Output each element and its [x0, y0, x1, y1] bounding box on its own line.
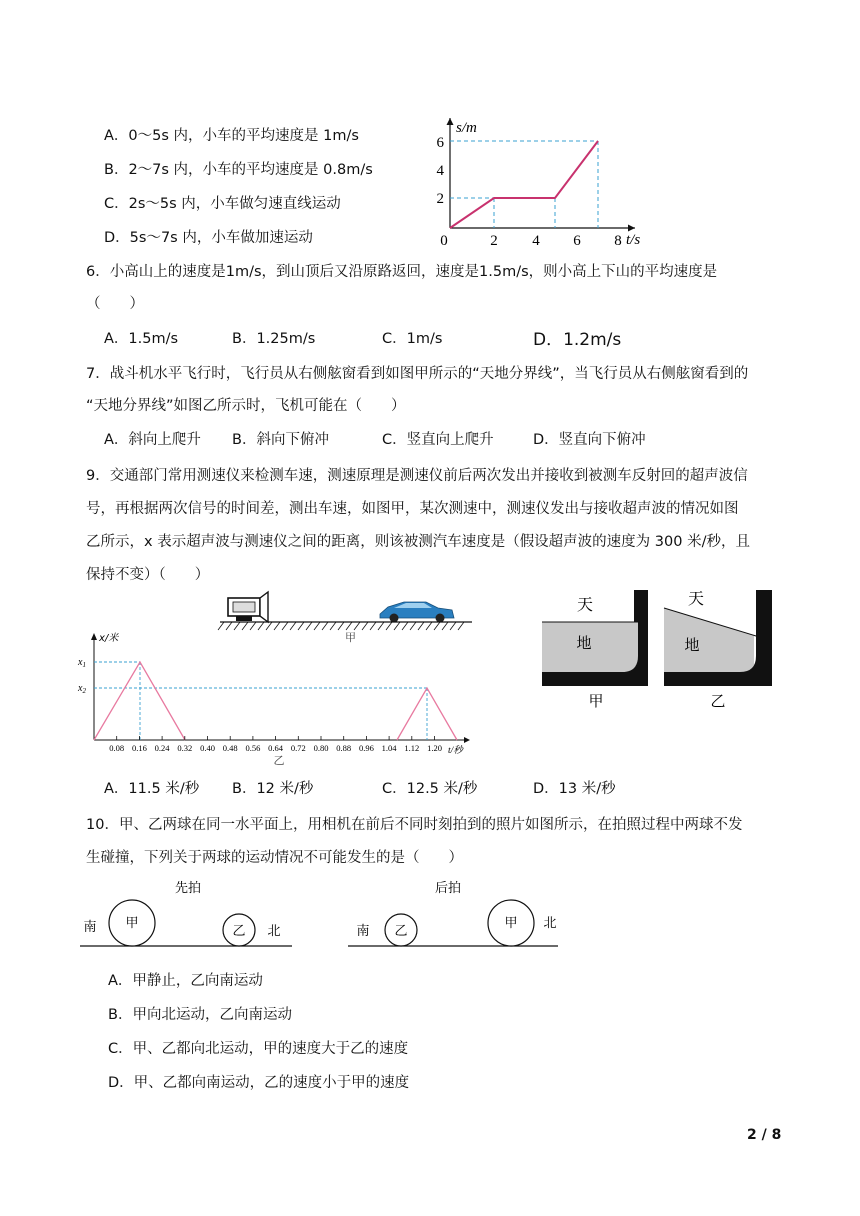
q9-xtick: 1.12: [404, 743, 420, 753]
q5-ytick: 4: [436, 163, 444, 179]
q5-option-d: D．5s～7s 内，小车做加速运动: [104, 230, 313, 246]
q7-option-d: D．竖直向下俯冲: [533, 432, 646, 448]
q6-option-a: A．1.5m/s: [104, 331, 179, 347]
q10-option-c: C．甲、乙都向北运动，甲的速度大于乙的速度: [108, 1041, 409, 1057]
q9-xtick: 0.32: [177, 743, 193, 753]
q9-xtick: 0.16: [131, 743, 147, 753]
q6-stem-2: （ ）: [86, 296, 144, 312]
q10-option-a: A．甲静止，乙向南运动: [108, 973, 263, 989]
q5-option-b: B．2～7s 内，小车的平均速度是 0.8m/s: [104, 162, 373, 178]
q9-xtick: 0.56: [245, 743, 261, 753]
q9-xtick: 0.64: [268, 743, 284, 753]
q9-option-d: D．13 米/秒: [533, 781, 616, 797]
q9-xtick: 1.20: [427, 743, 442, 753]
q9-xtick: 0.96: [358, 743, 374, 753]
panel-a-ground-label: 地: [576, 634, 592, 652]
q9-stem-1: 9．交通部门常用测速仪来检测车速，测速原理是测速仪前后两次发出并接收到被测车反射回的超声波信: [86, 468, 748, 484]
q9-xtick: 0.40: [200, 743, 215, 753]
q5-st-graph: [430, 108, 660, 250]
q9-option-c: C．12.5 米/秒: [382, 781, 478, 797]
page-number: 2 / 8: [747, 1127, 782, 1143]
q7-option-a: A．斜向上爬升: [104, 432, 201, 448]
q5-ytick: 2: [436, 191, 444, 207]
q5-xtick: 2: [490, 233, 498, 249]
q6-stem: 6．小高山上的速度是1m/s，到山顶后又沿原路返回，速度是1.5m/s，则小高上下山的平均速度是: [86, 264, 718, 280]
q9-xtick: 0.72: [290, 743, 306, 753]
q7-horizon-figure: [538, 588, 774, 712]
ball-yi-label: 乙: [394, 923, 408, 938]
panel-a-sky-label: 天: [576, 595, 594, 614]
q5-graph-line: [450, 141, 598, 228]
later-photo-label: 后拍: [434, 880, 462, 895]
q5-option-c: C．2s～5s 内，小车做匀速直线运动: [104, 196, 341, 212]
first-photo-label: 先拍: [174, 880, 202, 895]
south-label: 南: [356, 923, 370, 938]
car-icon: [380, 602, 454, 623]
q9-xtick: 0.88: [336, 743, 352, 753]
panel-b-ground-label: 地: [684, 636, 700, 654]
q9-scene-label: 甲: [345, 631, 356, 644]
q9-option-b: B．12 米/秒: [232, 781, 314, 797]
q5-ylabel: s/m: [456, 120, 477, 136]
q9-xtick: 0.08: [109, 743, 125, 753]
ball-jia-label: 甲: [504, 915, 518, 930]
south-label: 南: [83, 919, 97, 934]
q9-xtick: 1.04: [381, 743, 397, 753]
q5-xtick: 4: [532, 233, 540, 249]
q9-ylabel: x/米: [99, 633, 119, 644]
q5-xlabel: t/s: [626, 232, 641, 248]
q9-option-a: A．11.5 米/秒: [104, 781, 200, 797]
q9-stem-2: 号，再根据两次信号的时间差，测出车速，如图甲，某次测速中，测速仪发出与接收超声波的情况如图: [86, 501, 739, 517]
north-label: 北: [543, 915, 557, 930]
q7-stem-2: “天地分界线”如图乙所示时，飞机可能在（ ）: [86, 398, 406, 414]
panel-a: [542, 590, 648, 686]
q9-xtick: 0.24: [154, 743, 170, 753]
q10-stem: 10．甲、乙两球在同一水平面上，用相机在前后不同时刻拍到的照片如图所示，在拍照过程中两球不发: [86, 817, 743, 833]
q7-option-c: C．竖直向上爬升: [382, 432, 494, 448]
q9-x2-label: $x_2$: [78, 683, 86, 695]
q10-balls-figure: [78, 874, 568, 958]
ball-jia-label: 甲: [125, 915, 139, 930]
q9-xlabel: t/秒: [448, 746, 463, 756]
panel-b-caption: 乙: [710, 692, 726, 710]
q7-option-b: B．斜向下俯冲: [232, 432, 329, 448]
q9-xtick: 0.80: [313, 743, 329, 753]
north-label: 北: [267, 923, 281, 938]
q9-stem-4: 保持不变）（ ）: [86, 567, 210, 583]
q9-stem-3: 乙所示，x 表示超声波与测速仪之间的距离，则该被测汽车速度是（假设超声波的速度为 300 米/秒，且: [86, 534, 750, 550]
q7-stem: 7．战斗机水平飞行时，飞行员从右侧舷窗看到如图甲所示的“天地分界线”，当飞行员从右侧舷窗看到的: [86, 366, 749, 382]
q5-option-a: A．0～5s 内，小车的平均速度是 1m/s: [104, 128, 359, 144]
q6-option-d: D．1.2m/s: [533, 330, 622, 350]
q9-xt-graph: [72, 630, 472, 768]
q5-ytick: 6: [436, 135, 444, 151]
panel-b-sky-label: 天: [687, 589, 705, 608]
panel-b: [664, 590, 772, 686]
q5-xtick: 6: [573, 233, 581, 249]
q9-graph-caption: 乙: [273, 754, 285, 767]
q5-xtick: 8: [614, 233, 622, 249]
ball-yi-label: 乙: [232, 923, 246, 938]
q6-option-b: B．1.25m/s: [232, 331, 316, 347]
q10-option-b: B．甲向北运动，乙向南运动: [108, 1007, 292, 1023]
q6-option-c: C．1m/s: [382, 331, 443, 347]
panel-a-caption: 甲: [588, 692, 604, 710]
q9-x1-label: $x_1$: [78, 657, 86, 669]
q10-stem-2: 生碰撞，下列关于两球的运动情况不可能发生的是（ ）: [86, 850, 463, 866]
q5-xtick: 0: [440, 233, 448, 249]
q10-option-d: D．甲、乙都向南运动，乙的速度小于甲的速度: [108, 1075, 410, 1091]
q9-xtick: 0.48: [222, 743, 238, 753]
speed-gun-icon: [228, 592, 268, 622]
